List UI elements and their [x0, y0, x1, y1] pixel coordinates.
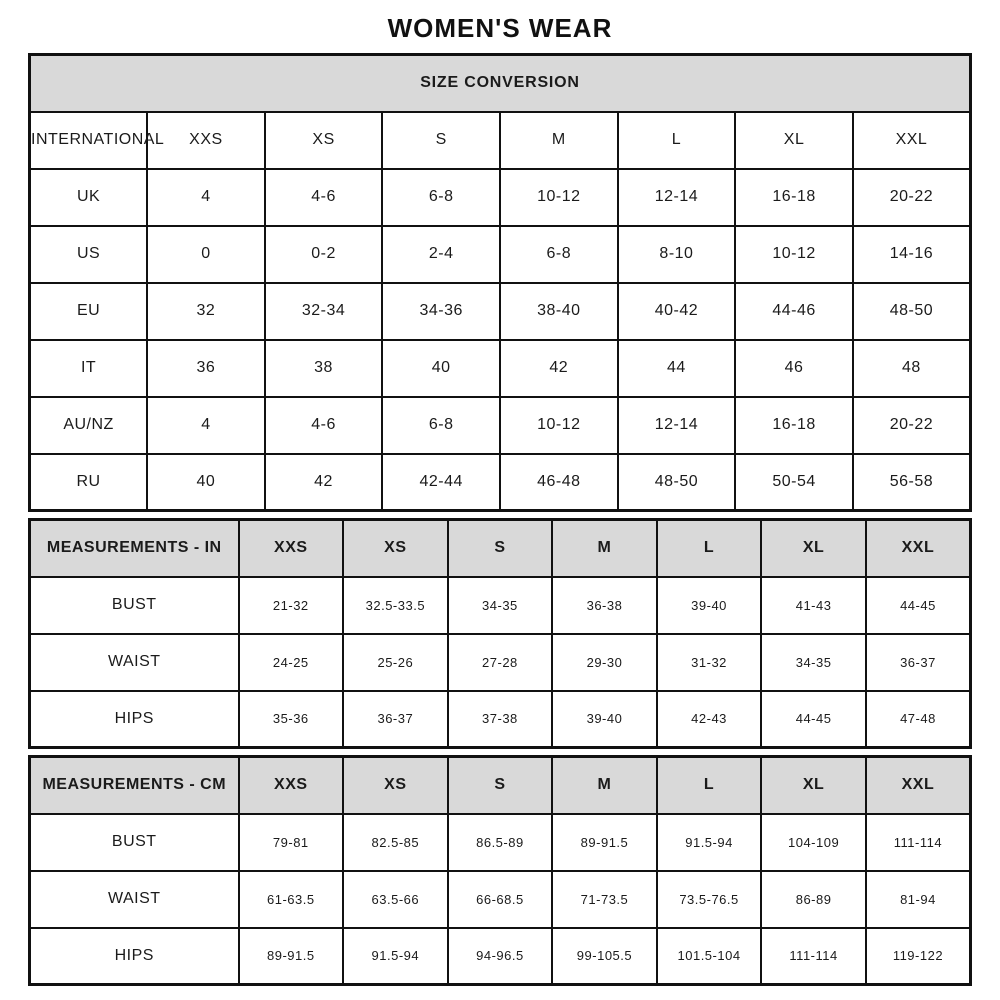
table-cell: 4-6: [265, 169, 383, 226]
table-cell: 42: [500, 340, 618, 397]
table-cell: 32-34: [265, 283, 383, 340]
column-header-cell: L: [657, 520, 762, 577]
table-cell: 86.5-89: [448, 814, 553, 871]
table-cell: 14-16: [853, 226, 971, 283]
row-label-cell: HIPS: [30, 928, 239, 985]
table-row: [30, 397, 971, 454]
row-label-cell: WAIST: [30, 871, 239, 928]
table-cell: 48-50: [618, 454, 736, 511]
table-cell: 10-12: [500, 397, 618, 454]
table-cell: 41-43: [761, 577, 866, 634]
table-cell: 35-36: [239, 691, 344, 748]
table-row: [30, 169, 971, 226]
column-header-cell: L: [657, 757, 762, 814]
table-cell: 81-94: [866, 871, 971, 928]
table-cell: 66-68.5: [448, 871, 553, 928]
row-label-cell: WAIST: [30, 634, 239, 691]
column-header-cell: S: [448, 757, 553, 814]
table-cell: 10-12: [500, 169, 618, 226]
row-label-cell: AU/NZ: [30, 397, 148, 454]
table-row: [30, 928, 971, 985]
table-cell: 0: [147, 226, 265, 283]
page-title: WOMEN'S WEAR: [387, 13, 613, 43]
table-cell: 56-58: [853, 454, 971, 511]
table-cell: 34-35: [761, 634, 866, 691]
table-cell: 40-42: [618, 283, 736, 340]
table-cell: 31-32: [657, 634, 762, 691]
table-cell: 38-40: [500, 283, 618, 340]
table-row: [30, 340, 971, 397]
table-cell: 29-30: [552, 634, 657, 691]
column-header-cell: L: [618, 112, 736, 169]
table-row: [30, 577, 971, 634]
table-cell: 71-73.5: [552, 871, 657, 928]
table-cell: 38: [265, 340, 383, 397]
column-header-cell: XL: [761, 757, 866, 814]
measurements-cm-table: [28, 755, 972, 986]
table-cell: 91.5-94: [657, 814, 762, 871]
table-cell: 16-18: [735, 169, 853, 226]
table-cell: 4: [147, 397, 265, 454]
column-header-cell: XXL: [853, 112, 971, 169]
table-cell: 44-46: [735, 283, 853, 340]
table-cell: 6-8: [382, 397, 500, 454]
column-header-cell: XS: [265, 112, 383, 169]
measurements-in-table: [28, 518, 972, 749]
size-conversion-table: [28, 53, 972, 512]
table-cell: 4: [147, 169, 265, 226]
table-cell: 86-89: [761, 871, 866, 928]
table-row: [30, 691, 971, 748]
column-header-cell: XXL: [866, 520, 971, 577]
table-cell: 50-54: [735, 454, 853, 511]
table-cell: 44-45: [761, 691, 866, 748]
table-cell: 111-114: [866, 814, 971, 871]
table-cell: 36-37: [866, 634, 971, 691]
column-header-cell: S: [382, 112, 500, 169]
column-header-row: [30, 520, 971, 577]
row-label-header-cell: MEASUREMENTS - CM: [30, 757, 239, 814]
table-title-row: [30, 55, 971, 112]
row-label-cell: BUST: [30, 814, 239, 871]
table-cell: 101.5-104: [657, 928, 762, 985]
table-cell: 36-37: [343, 691, 448, 748]
table-cell: 47-48: [866, 691, 971, 748]
table-cell: 32.5-33.5: [343, 577, 448, 634]
table-cell: 2-4: [382, 226, 500, 283]
table-cell: 44-45: [866, 577, 971, 634]
table-cell: 4-6: [265, 397, 383, 454]
table-cell: 89-91.5: [239, 928, 344, 985]
table-row: [30, 283, 971, 340]
table-cell: 119-122: [866, 928, 971, 985]
table-cell: 34-36: [382, 283, 500, 340]
row-label-cell: US: [30, 226, 148, 283]
column-header-cell: XL: [735, 112, 853, 169]
table-row: [30, 871, 971, 928]
row-label-cell: EU: [30, 283, 148, 340]
table-cell: 6-8: [382, 169, 500, 226]
table-cell: 10-12: [735, 226, 853, 283]
table-row: [30, 814, 971, 871]
table-cell: 48: [853, 340, 971, 397]
column-header-cell: M: [552, 757, 657, 814]
column-header-cell: XXS: [147, 112, 265, 169]
table-cell: 63.5-66: [343, 871, 448, 928]
table-cell: 99-105.5: [552, 928, 657, 985]
column-header-row: [30, 757, 971, 814]
table-cell: 111-114: [761, 928, 866, 985]
table-row: [30, 226, 971, 283]
table-cell: 40: [147, 454, 265, 511]
table-cell: 6-8: [500, 226, 618, 283]
column-header-cell: S: [448, 520, 553, 577]
column-header-cell: XXS: [239, 520, 344, 577]
table-cell: 42-44: [382, 454, 500, 511]
row-label-header-cell: MEASUREMENTS - IN: [30, 520, 239, 577]
table-cell: 8-10: [618, 226, 736, 283]
table-cell: 46-48: [500, 454, 618, 511]
table-cell: 20-22: [853, 397, 971, 454]
table-cell: 39-40: [657, 577, 762, 634]
table-title: SIZE CONVERSION: [30, 55, 971, 112]
row-label-cell: HIPS: [30, 691, 239, 748]
table-cell: 34-35: [448, 577, 553, 634]
column-header-cell: M: [552, 520, 657, 577]
table-cell: 27-28: [448, 634, 553, 691]
column-header-cell: XS: [343, 757, 448, 814]
table-cell: 32: [147, 283, 265, 340]
row-label-header-cell: INTERNATIONAL: [30, 112, 148, 169]
column-header-cell: XS: [343, 520, 448, 577]
table-cell: 12-14: [618, 397, 736, 454]
table-cell: 46: [735, 340, 853, 397]
table-cell: 61-63.5: [239, 871, 344, 928]
table-cell: 42: [265, 454, 383, 511]
table-cell: 89-91.5: [552, 814, 657, 871]
row-label-cell: UK: [30, 169, 148, 226]
table-cell: 48-50: [853, 283, 971, 340]
row-label-cell: IT: [30, 340, 148, 397]
column-header-cell: XXS: [239, 757, 344, 814]
table-cell: 0-2: [265, 226, 383, 283]
table-row: [30, 634, 971, 691]
table-row: [30, 454, 971, 511]
table-cell: 104-109: [761, 814, 866, 871]
table-cell: 25-26: [343, 634, 448, 691]
table-cell: 82.5-85: [343, 814, 448, 871]
table-cell: 20-22: [853, 169, 971, 226]
column-header-cell: XL: [761, 520, 866, 577]
table-cell: 79-81: [239, 814, 344, 871]
table-cell: 94-96.5: [448, 928, 553, 985]
table-cell: 39-40: [552, 691, 657, 748]
table-cell: 37-38: [448, 691, 553, 748]
column-header-cell: M: [500, 112, 618, 169]
table-cell: 44: [618, 340, 736, 397]
table-cell: 40: [382, 340, 500, 397]
column-header-row: [30, 112, 971, 169]
column-header-cell: XXL: [866, 757, 971, 814]
table-cell: 16-18: [735, 397, 853, 454]
table-cell: 73.5-76.5: [657, 871, 762, 928]
table-cell: 42-43: [657, 691, 762, 748]
table-cell: 24-25: [239, 634, 344, 691]
table-cell: 12-14: [618, 169, 736, 226]
table-cell: 21-32: [239, 577, 344, 634]
row-label-cell: RU: [30, 454, 148, 511]
row-label-cell: BUST: [30, 577, 239, 634]
table-cell: 36-38: [552, 577, 657, 634]
table-cell: 91.5-94: [343, 928, 448, 985]
table-cell: 36: [147, 340, 265, 397]
